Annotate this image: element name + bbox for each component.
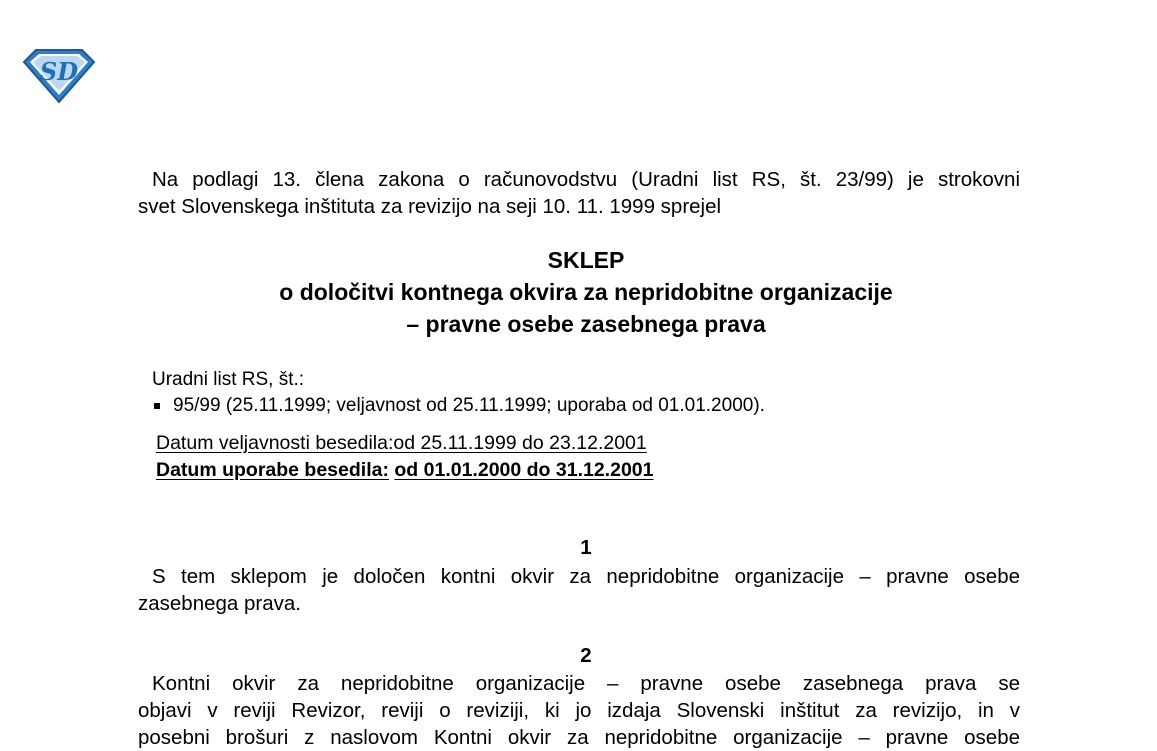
intro-line-1: Na podlagi 13. člena zakona o računovodstvu (Uradni list RS, št. 23/99) je strokovni xyxy=(152,168,1020,191)
title-subtitle-2: – pravne osebe zasebnega prava xyxy=(406,311,766,337)
bullet-icon xyxy=(154,403,160,409)
article-2-number: 2 xyxy=(580,644,592,667)
article-1-number: 1 xyxy=(580,536,592,559)
gazette-reference xyxy=(152,367,765,419)
document-title xyxy=(138,244,1034,340)
sd-logo xyxy=(22,48,96,104)
gazette-item xyxy=(152,393,765,419)
validity-dates xyxy=(156,430,653,484)
article-2-line-2: objavi v reviji Revizor, reviji o reviziji, ki jo izdaja Slovenski inštitut za revizijo, in v xyxy=(138,699,1020,722)
article-2-line-3: posebni brošuri z naslovom Kontni okvir za nepridobitne organizacije – pravne osebe xyxy=(138,726,1020,749)
intro-paragraph xyxy=(138,166,1020,220)
use-label: Datum uporabe besedila: xyxy=(156,459,389,481)
article-1-text xyxy=(138,563,1020,617)
title-main: SKLEP xyxy=(547,247,625,273)
intro-line-2: svet Slovenskega inštituta za revizijo na seji 10. 11. 1999 sprejel xyxy=(138,195,722,218)
gazette-item-text: 95/99 (25.11.1999; veljavnost od 25.11.1999; uporaba od 01.01.2000). xyxy=(173,395,765,416)
use-row xyxy=(156,457,653,484)
svg-text:SD: SD xyxy=(39,57,79,86)
title-subtitle-1: o določitvi kontnega okvira za nepridobitne organizacije xyxy=(279,279,893,305)
article-1-line-1: S tem sklepom je določen kontni okvir za nepridobitne organizacije – pravne osebe xyxy=(152,565,1020,588)
validity-value: od 25.11.1999 do 23.12.2001 xyxy=(393,432,647,454)
validity-row xyxy=(156,430,653,457)
gazette-heading: Uradni list RS, št.: xyxy=(152,369,305,390)
article-2-text xyxy=(138,670,1020,751)
use-value: od 01.01.2000 do 31.12.2001 xyxy=(394,459,654,481)
article-1-line-2: zasebnega prava. xyxy=(138,592,301,615)
article-2-line-1: Kontni okvir za nepridobitne organizacije – pravne osebe zasebnega prava se xyxy=(152,672,1020,695)
validity-label: Datum veljavnosti besedila: xyxy=(156,432,394,454)
